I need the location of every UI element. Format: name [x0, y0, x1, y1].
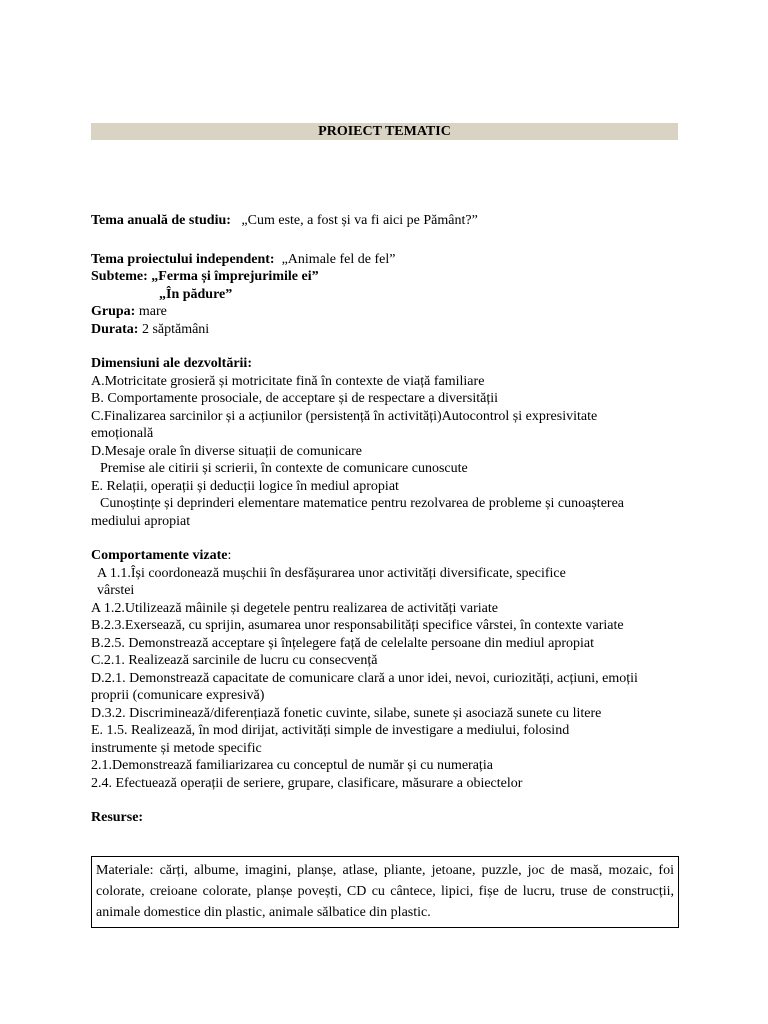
comportament-line: A 1.2.Utilizează mâinile și degetele pentru realizarea de activități variate: [91, 600, 498, 616]
subteme-label: Subteme:: [91, 269, 148, 284]
comportament-line: A 1.1.Își coordonează mușchii în desfășurarea unor activități diversificate, specifice: [97, 565, 566, 581]
tema-anuala-value: „Cum este, a fost și va fi aici pe Pământ?”: [241, 213, 478, 228]
materiale-box: Materiale: cărți, albume, imagini, planșe, atlase, pliante, jetoane, puzzle, joc de masă, mozaic, foi colorate, creioane colorate, planșe povești, CD cu cântece, lipici, fișe de lucru, truse de construcții, animale domestice din plastic, animale sălbatice din plastic.: [91, 856, 679, 928]
dimensiune-line: E. Relații, operații și deducții logice în mediul apropiat: [91, 478, 399, 494]
tema-proiect-value: „Animale fel de fel”: [281, 251, 396, 267]
tema-proiect-label: Tema proiectului independent:: [91, 251, 275, 267]
dimensiune-line: D.Mesaje orale în diverse situații de comunicare: [91, 443, 362, 459]
grupa-row: [91, 303, 681, 321]
tema-anuala-row: [91, 212, 681, 230]
comportament-line: B.2.3.Exersează, cu sprijin, asumarea unor responsabilități specifice vârstei, în contexte variate: [91, 618, 624, 633]
grupa-label: Grupa:: [91, 304, 136, 319]
dimensiune-line: C.Finalizarea sarcinilor și a acțiunilor (persistență în activități)Autocontrol și expresivitate: [91, 408, 598, 424]
page-title: PROIECT TEMATIC: [91, 123, 678, 140]
comportament-line: vârstei: [97, 583, 135, 598]
dimensiune-line: mediului apropiat: [91, 513, 191, 529]
durata-row: [91, 321, 681, 339]
comportament-line: B.2.5. Demonstrează acceptare și înțelegere față de celelalte persoane din mediul apropiat: [91, 635, 594, 651]
tema-anuala-label: Tema anuală de studiu:: [91, 213, 231, 228]
grupa-value: mare: [138, 304, 167, 319]
comportamente-colon: :: [227, 548, 232, 563]
durata-value: 2 săptămâni: [141, 321, 210, 337]
subteme-row: [91, 268, 681, 286]
comportament-line: 2.1.Demonstrează familiarizarea cu conceptul de număr și cu numerația: [91, 758, 493, 773]
comportament-line: E. 1.5. Realizează, în mod dirijat, activități simple de investigare a mediului, folosind: [91, 723, 570, 738]
comportamente-heading: Comportamente vizate: [91, 548, 228, 563]
comportament-line: D.3.2. Discriminează/diferențiază fonetic cuvinte, silabe, sunete și asociază sunete cu litere: [91, 705, 602, 721]
dimensiune-line: Premise ale citirii și scrierii, în contexte de comunicare cunoscute: [100, 461, 468, 476]
dimensiune-line: A.Motricitate grosieră și motricitate fină în contexte de viață familiare: [91, 373, 485, 389]
dimensiune-line: Cunoștințe și deprinderi elementare matematice pentru rezolvarea de probleme și cunoașterea: [100, 496, 624, 511]
comportament-line: proprii (comunicare expresivă): [91, 688, 265, 703]
subteme-item-1: „Ferma și împrejurimile ei”: [151, 269, 319, 284]
comportament-line: C.2.1. Realizează sarcinile de lucru cu consecvență: [91, 653, 378, 668]
document-body: [91, 212, 681, 827]
tema-proiect-row: [91, 251, 681, 269]
durata-label: Durata:: [91, 321, 139, 337]
comportament-line: instrumente și metode specific: [91, 740, 262, 756]
comportamente-heading-row: [91, 547, 681, 565]
comportament-line: D.2.1. Demonstrează capacitate de comunicare clară a unor idei, nevoi, curiozități, acțiuni, emoții: [91, 670, 638, 686]
subteme-item-2: „În pădure”: [159, 286, 233, 302]
dimensiune-line: B. Comportamente prosociale, de acceptare și de respectare a diversității: [91, 391, 498, 406]
comportament-line: 2.4. Efectuează operații de seriere, grupare, clasificare, măsurare a obiectelor: [91, 775, 523, 791]
resurse-heading: Resurse:: [91, 810, 144, 825]
dimensiune-line: emoțională: [91, 426, 154, 441]
dimensiuni-heading: Dimensiuni ale dezvoltării:: [91, 356, 252, 371]
